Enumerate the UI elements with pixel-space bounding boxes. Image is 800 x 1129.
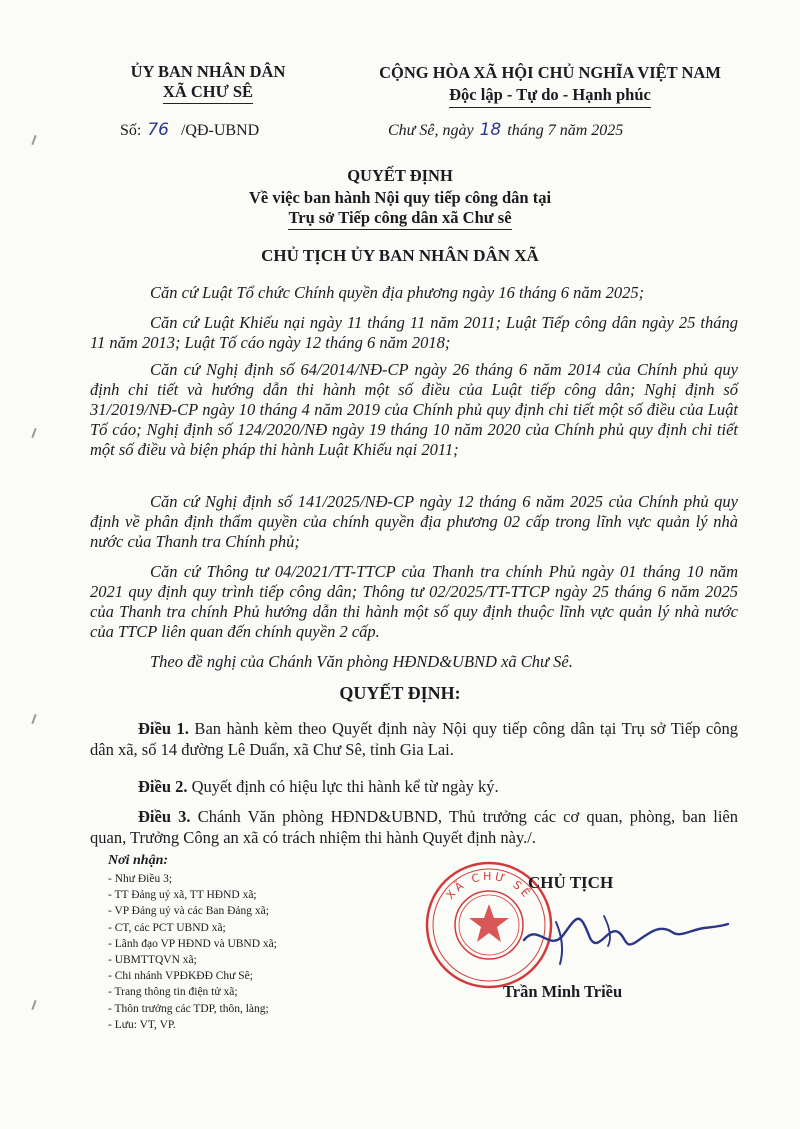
recipient-item: - Lãnh đạo VP HĐND và UBND xã;: [108, 937, 277, 950]
preamble-5: Căn cứ Thông tư 04/2021/TT-TTCP của Thanh tra chính Phủ ngày 01 tháng 10 năm 2021 quy định quy trình tiếp công dân; Thông tư 02/2025/TT-TTCP ngày 25 tháng 6 năm 2025 của Thanh tra chính Phủ hướng dẫn thi hành một số quy định thuộc lĩnh vực quản lý nhà nước của TTCP liên quan đến chính quyền 2 cấp.: [90, 562, 738, 641]
decision-heading: QUYẾT ĐỊNH:: [339, 683, 461, 703]
scan-edge-mark: [31, 1000, 36, 1010]
preamble-3: Căn cứ Nghị định số 64/2014/NĐ-CP ngày 26 tháng 6 năm 2014 của Chính phủ quy định chi tiết và hướng dẫn thi hành một số điều của Luật tiếp công dân; Nghị định số 31/2019/NĐ-CP ngày 10 tháng 4 năm 2019 của Chính phủ quy định chi tiết một số điều của Luật Tố cáo; Nghị định số 124/2020/NĐ ngày 19 tháng 10 năm 2020 của Chính phủ quy định chi tiết một số điều và biện pháp thi hành Luật Khiếu nại 2011;: [90, 360, 738, 459]
agency-line2: XÃ CHƯ SÊ: [163, 82, 253, 104]
recipient-item: - Như Điều 3;: [108, 873, 173, 885]
svg-text:XÃ CHƯ SÊ: [444, 870, 535, 902]
recipient-item: - CT, các PCT UBND xã;: [108, 921, 226, 934]
article-2: Điều 2. Quyết định có hiệu lực thi hành kể từ ngày ký.: [138, 777, 499, 796]
authority-title: CHỦ TỊCH ỦY BAN NHÂN DÂN XÃ: [261, 246, 539, 265]
preamble-6: Theo đề nghị của Chánh Văn phòng HĐND&UBND xã Chư Sê.: [150, 652, 573, 671]
recipient-item: - TT Đảng uỷ xã, TT HĐND xã;: [108, 889, 257, 902]
preamble-2: Căn cứ Luật Khiếu nại ngày 11 tháng 11 năm 2011; Luật Tiếp công dân ngày 25 tháng 11 năm 2013; Luật Tố cáo ngày 12 tháng 6 năm 2018;: [90, 313, 738, 352]
scan-edge-mark: [31, 714, 36, 724]
agency-line1: ỦY BAN NHÂN DÂN: [130, 62, 286, 81]
seal-text: XÃ CHƯ SÊ: [443, 869, 535, 902]
country-name: CỘNG HÒA XÃ HỘI CHỦ NGHĨA VIỆT NAM: [379, 63, 721, 82]
document-date: Chư Sê, ngày 18 tháng 7 năm 2025: [388, 120, 624, 140]
national-motto: [320, 62, 780, 108]
signer-name: Trần Minh Triều: [503, 982, 623, 1001]
recipients-list: [108, 871, 277, 1033]
issuing-agency: [108, 62, 308, 104]
handwritten-signature-icon: [520, 902, 730, 968]
motto: Độc lập - Tự do - Hạnh phúc: [449, 84, 651, 108]
handwritten-number: 76: [147, 120, 169, 140]
doc-subject-line1: Về việc ban hành Nội quy tiếp công dân tại: [248, 188, 552, 207]
preamble-1: Căn cứ Luật Tổ chức Chính quyền địa phương ngày 16 tháng 6 năm 2025;: [150, 283, 645, 302]
document-number: Số: 76 /QĐ-UBND: [120, 120, 260, 140]
scan-edge-mark: [31, 135, 36, 145]
recipient-item: - Trang thông tin điện tử xã;: [108, 986, 238, 999]
signer-title: CHỦ TỊCH: [528, 873, 614, 892]
article-1: Điều 1. Ban hành kèm theo Quyết định này Nội quy tiếp công dân tại Trụ sở Tiếp công dân xã, số 14 đường Lê Duẩn, xã Chư Sê, tỉnh Gia Lai.: [90, 719, 738, 759]
recipient-item: - VP Đảng uỷ và các Ban Đảng xã;: [108, 905, 269, 918]
recipients-title: Nơi nhận:: [108, 853, 169, 868]
scan-edge-mark: [31, 428, 36, 438]
recipient-item: - Chi nhánh VPĐKĐĐ Chư Sê;: [108, 970, 253, 983]
doc-type: QUYẾT ĐỊNH: [347, 166, 453, 185]
preamble-4: Căn cứ Nghị định số 141/2025/NĐ-CP ngày 12 tháng 6 năm 2025 của Chính phủ quy định về phân định thẩm quyền của chính quyền địa phương 02 cấp trong lĩnh vực quản lý nhà nước của Thanh tra Chính phủ;: [90, 492, 738, 551]
handwritten-day: 18: [479, 120, 502, 140]
doc-subject-line2: Trụ sở Tiếp công dân xã Chư sê: [0, 208, 800, 230]
recipient-item: - Lưu: VT, VP.: [108, 1018, 176, 1031]
recipient-item: - Thôn trưởng các TDP, thôn, làng;: [108, 1002, 269, 1015]
article-3: Điều 3. Chánh Văn phòng HĐND&UBND, Thủ trưởng các cơ quan, phòng, ban liên quan, Trưởng Công an xã có trách nhiệm thi hành Quyết định này./.: [90, 807, 738, 847]
recipient-item: - UBMTTQVN xã;: [108, 954, 197, 967]
